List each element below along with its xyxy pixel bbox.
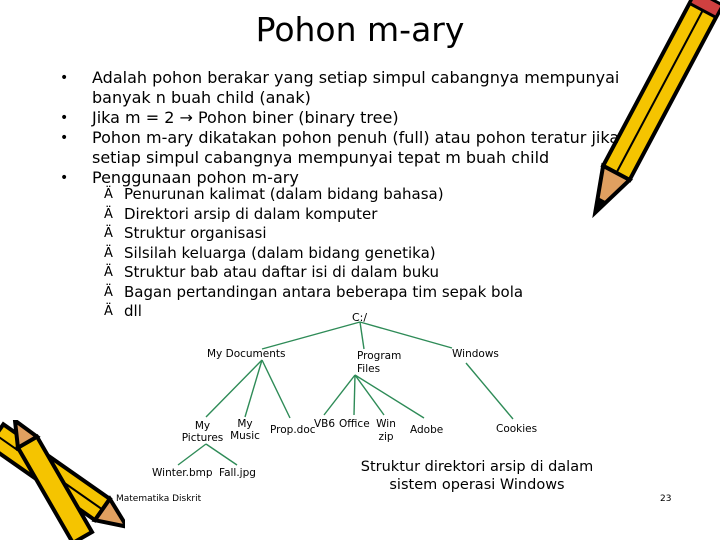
footer-text: Matematika Diskrit bbox=[116, 494, 202, 504]
edge-progfiles-adobe bbox=[355, 375, 424, 418]
sub-bullet-item: Ä Bagan pertandingan antara beberapa tim sepak bola bbox=[104, 282, 524, 301]
tree-node-office: Office bbox=[339, 418, 370, 430]
tree-node-windows: Windows bbox=[452, 348, 499, 360]
sub-bullet-symbol: Ä bbox=[104, 187, 113, 202]
bullet-dot: • bbox=[60, 170, 69, 186]
edge-root-progfiles bbox=[360, 322, 364, 349]
sub-bullet-symbol: Ä bbox=[104, 245, 113, 261]
tree-node-winter-bmp: Winter.bmp bbox=[152, 467, 213, 479]
bullet-item: • Pohon m-ary dikatakan pohon penuh (full) atau pohon teratur jika setiap simpul cabangnya mempunyai tepat m buah child bbox=[60, 128, 620, 167]
sub-bullet-symbol: Ä bbox=[104, 265, 113, 280]
tree-node-cookies: Cookies bbox=[496, 423, 538, 435]
tree-node-my-pictures: My Pictures bbox=[181, 420, 224, 444]
tree-node-fall-jpg: Fall.jpg bbox=[219, 467, 256, 479]
tree-node-prop-doc: Prop.doc bbox=[270, 424, 316, 436]
tree-node-my-documents: My Documents bbox=[207, 348, 286, 360]
tree-node-winzip: Win zip bbox=[376, 418, 396, 443]
sub-bullet-item: Ä Silsilah keluarga (dalam bidang genetika) bbox=[104, 243, 436, 262]
bullet-dot: • bbox=[60, 130, 69, 146]
bullet-item: • Jika m = 2 → Pohon biner (binary tree) bbox=[60, 108, 399, 127]
tree-node-root: C:/ bbox=[352, 311, 368, 324]
bullet-item: • Adalah pohon berakar yang setiap simpul cabangnya mempunyai banyak n buah child (anak) bbox=[60, 68, 620, 107]
sub-bullet-symbol: Ä bbox=[104, 206, 113, 222]
edge-pictures-fall bbox=[206, 444, 237, 465]
edge-mydocs-prop bbox=[262, 360, 290, 418]
edge-windows-cookies bbox=[466, 363, 513, 419]
sub-bullet-item: Ä Direktori arsip di dalam komputer bbox=[104, 204, 378, 223]
page-number: 23 bbox=[660, 494, 672, 504]
bullet-item: • Penggunaan pohon m-ary bbox=[60, 168, 299, 187]
sub-bullet-item: Ä Struktur bab atau daftar isi di dalam buku bbox=[104, 263, 439, 281]
edge-pictures-winter bbox=[178, 444, 206, 465]
bullet-dot: • bbox=[60, 70, 69, 86]
tree-node-my-music: My Music bbox=[230, 418, 260, 442]
sub-bullet-item: Ä dll bbox=[104, 302, 142, 320]
edge-progfiles-winzip bbox=[355, 375, 384, 415]
sub-bullet-item: Ä Penurunan kalimat (dalam bidang bahasa) bbox=[104, 185, 444, 203]
slide-title: Pohon m-ary bbox=[255, 10, 465, 49]
sub-bullet-item: Ä Struktur organisasi bbox=[104, 224, 267, 242]
sub-bullet-symbol: Ä bbox=[104, 226, 113, 241]
tree-node-vb6: VB6 bbox=[314, 418, 336, 430]
tree-node-program-files: Program Files bbox=[357, 350, 402, 375]
diagram-caption: Struktur direktori arsip di dalam sistem operasi Windows bbox=[360, 459, 594, 493]
edge-progfiles-office bbox=[354, 375, 355, 415]
sub-bullet-symbol: Ä bbox=[104, 304, 113, 319]
sub-bullet-symbol: Ä bbox=[104, 284, 113, 300]
bullet-dot: • bbox=[60, 110, 69, 126]
edge-root-windows bbox=[360, 322, 452, 348]
edge-root-mydocs bbox=[262, 322, 360, 349]
tree-node-adobe: Adobe bbox=[410, 424, 444, 436]
edge-progfiles-vb6 bbox=[324, 375, 355, 415]
